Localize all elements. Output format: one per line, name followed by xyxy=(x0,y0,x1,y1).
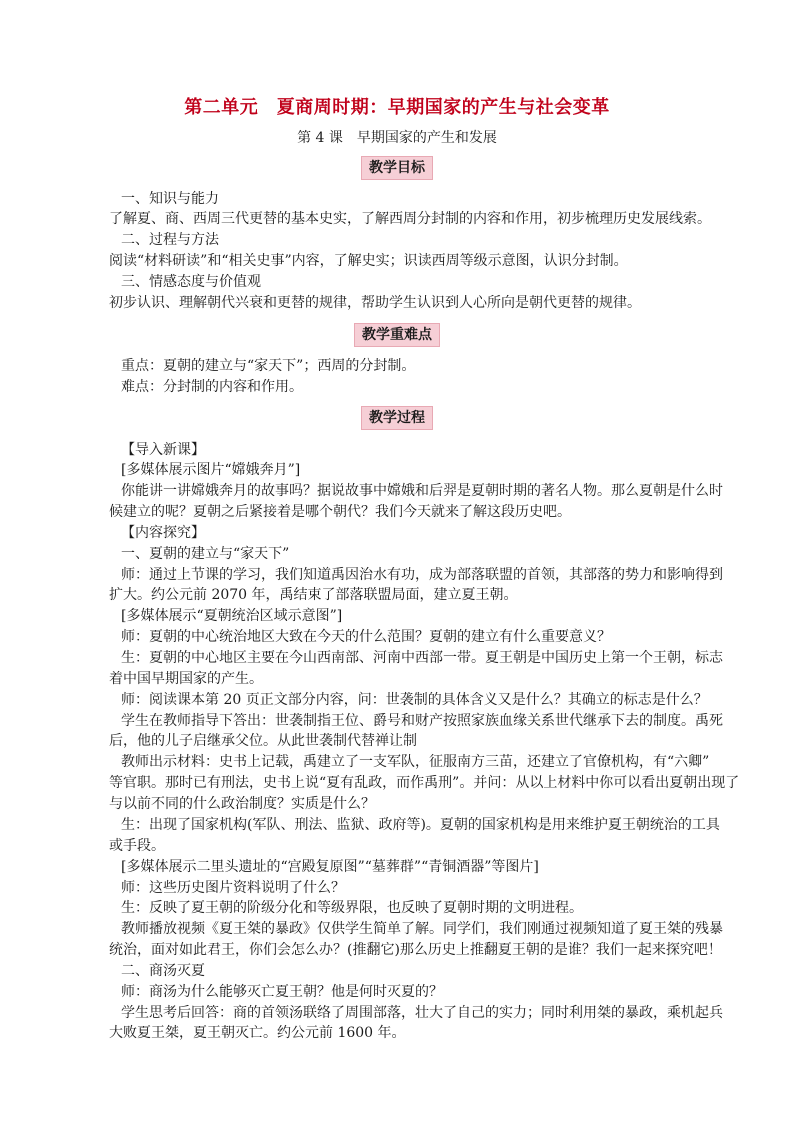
section-heading-goals xyxy=(0,156,794,180)
process-line: 大败夏王桀，夏王朝灭亡。约公元前 1600 年。 xyxy=(109,1025,406,1041)
process-line: 师：通过上节课的学习，我们知道禹因治水有功，成为部落联盟的首领，其部落的势力和影响得到 xyxy=(121,567,723,583)
process-line: 师：商汤为什么能够灭亡夏王朝？他是何时灭夏的？ xyxy=(121,984,443,1000)
process-line: 学生思考后回答：商的首领汤联络了周围部落，壮大了自己的实力；同时利用桀的暴政，乘机起兵 xyxy=(121,1005,723,1021)
process-line: 学生在教师指导下答出：世袭制指王位、爵号和财产按照家族血缘关系世代继承下去的制度。禹死 xyxy=(121,713,723,729)
lesson-subtitle: 第 4 课 早期国家的产生和发展 xyxy=(297,130,497,146)
process-line: 扩大。约公元前 2070 年，禹结束了部落联盟局面，建立夏王朝。 xyxy=(109,587,518,603)
process-line: 与以前不同的什么政治制度？实质是什么？ xyxy=(109,796,375,812)
process-line: 着中国早期国家的产生。 xyxy=(109,671,263,687)
goal-heading: 三、情感态度与价值观 xyxy=(121,274,261,290)
goal-heading: 二、过程与方法 xyxy=(121,232,219,248)
process-line: 后，他的儿子启继承父位。从此世袭制代替禅让制 xyxy=(109,733,417,749)
section-label: 教学重难点 xyxy=(354,323,440,347)
process-line: 等官职。那时已有刑法，史书上说“夏有乱政，而作禹刑”。并问：从以上材料中你可以看出夏朝出现了 xyxy=(109,775,740,791)
process-line: 生：出现了国家机构(军队、刑法、监狱、政府等)。夏朝的国家机构是用来维护夏王朝统治的工具 xyxy=(121,817,720,833)
process-line: 一、夏朝的建立与“家天下” xyxy=(121,546,290,562)
process-line: 师：夏朝的中心统治地区大致在今天的什么范围？夏朝的建立有什么重要意义？ xyxy=(121,629,611,645)
unit-title: 第二单元 夏商周时期：早期国家的产生与社会变革 xyxy=(184,97,610,118)
process-line: 或手段。 xyxy=(109,838,165,854)
process-line: 教师播放视频《夏王桀的暴政》仅供学生简单了解。同学们，我们刚通过视频知道了夏王桀的残暴 xyxy=(121,921,723,937)
process-line: 二、商汤灭夏 xyxy=(121,963,205,979)
section-heading-keypoints xyxy=(0,323,794,347)
process-line: 生：夏朝的中心地区主要在今山西南部、河南中西部一带。夏王朝是中国历史上第一个王朝，标志 xyxy=(121,650,723,666)
goal-text: 初步认识、理解朝代兴衰和更替的规律，帮助学生认识到人心所向是朝代更替的规律。 xyxy=(109,295,641,311)
process-line: 师：这些历史图片资料说明了什么？ xyxy=(121,880,345,896)
process-line: 【导入新课】 xyxy=(121,442,205,458)
goal-text: 了解夏、商、西周三代更替的基本史实，了解西周分封制的内容和作用，初步梳理历史发展线索。 xyxy=(109,211,711,227)
process-line: [多媒体展示二里头遗址的“宫殿复原图”“墓葬群”“青铜酒器”等图片] xyxy=(121,859,539,875)
process-line: [多媒体展示“夏朝统治区域示意图”] xyxy=(121,608,343,624)
goal-heading: 一、知识与能力 xyxy=(121,191,219,207)
process-line: 教师出示材料：史书上记载，禹建立了一支军队，征服南方三苗，还建立了官僚机构，有“六卿” xyxy=(121,754,710,770)
goal-text: 阅读“材料研读”和“相关史事”内容，了解史实；识读西周等级示意图，认识分封制。 xyxy=(109,253,628,269)
process-line: 师：阅读课本第 20 页正文部分内容，问：世袭制的具体含义又是什么？其确立的标志是什么？ xyxy=(121,692,708,708)
process-line: 【内容探究】 xyxy=(121,525,205,541)
difficult-point: 难点：分封制的内容和作用。 xyxy=(121,379,303,395)
key-point: 重点：夏朝的建立与“家天下”；西周的分封制。 xyxy=(121,358,416,374)
section-heading-process xyxy=(0,406,794,430)
process-line: 你能讲一讲嫦娥奔月的故事吗？据说故事中嫦娥和后羿是夏朝时期的著名人物。那么夏朝是什么时 xyxy=(121,483,723,499)
section-label: 教学目标 xyxy=(361,156,433,180)
process-line: 候建立的呢？夏朝之后紧接着是哪个朝代？我们今天就来了解这段历史吧。 xyxy=(109,504,571,520)
process-line: [多媒体展示图片“嫦娥奔月”] xyxy=(121,462,301,478)
section-label: 教学过程 xyxy=(361,406,433,430)
process-line: 生：反映了夏王朝的阶级分化和等级界限，也反映了夏朝时期的文明进程。 xyxy=(121,900,583,916)
process-line: 统治，面对如此君王，你们会怎么办？(推翻它)那么历史上推翻夏王朝的是谁？我们一起来探究吧！ xyxy=(109,942,722,958)
